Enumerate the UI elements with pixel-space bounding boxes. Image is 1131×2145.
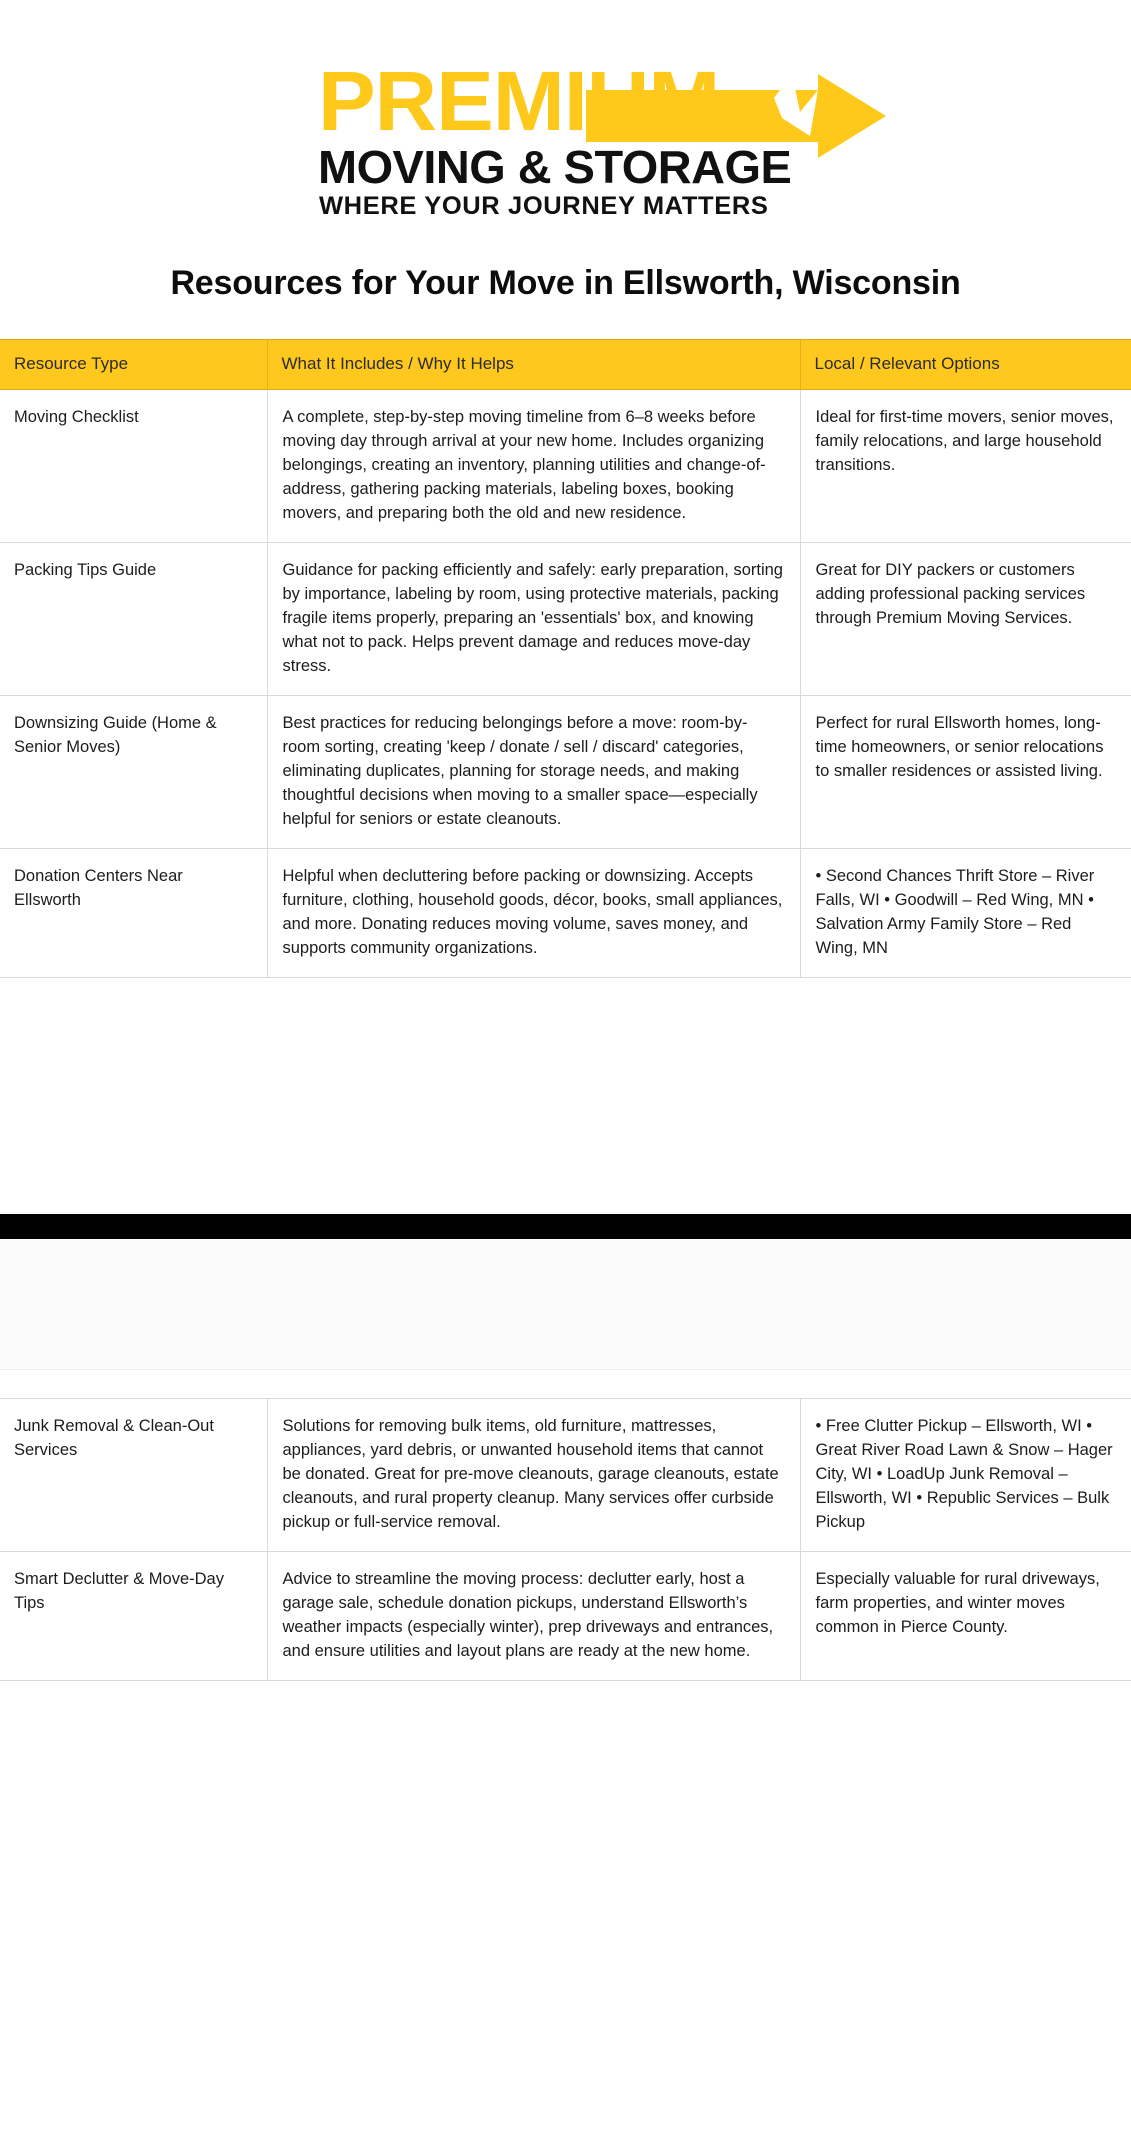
table-row [0,1552,1131,1681]
next-page-gap [0,1370,1131,1398]
page-break-whitespace [0,978,1131,1214]
table-row [0,1399,1131,1552]
column-header-what-it-includes: What It Includes / Why It Helps [267,340,800,390]
resources-table-bottom [0,1398,1131,1681]
column-header-resource-type: Resource Type [0,340,267,390]
brand-logo-header [0,0,1131,218]
cell-local-options: • Second Chances Thrift Store – River Falls, WI • Goodwill – Red Wing, MN • Salvation Army Family Store – Red Wing, MN [800,849,1131,978]
cell-local-options: • Free Clutter Pickup – Ellsworth, WI • Great River Road Lawn & Snow – Hager City, WI • LoadUp Junk Removal – Ellsworth, WI • Republic Services – Bulk Pickup [800,1399,1131,1552]
cell-resource-type: Packing Tips Guide [0,543,267,696]
table-row [0,390,1131,543]
cell-resource-type: Downsizing Guide (Home & Senior Moves) [0,696,267,849]
table-header-row [0,340,1131,390]
table-row [0,543,1131,696]
logo-premium-text: PREMIUM [317,54,719,148]
page-title: Resources for Your Move in Ellsworth, Wisconsin [170,264,961,302]
cell-includes: Advice to streamline the moving process: declutter early, host a garage sale, schedule donation pickups, understand Ellsworth’s weather impacts (especially winter), prep driveways and entrances, and ensure utilities and layout plans are ready at the new home. [267,1552,800,1681]
cell-includes: Helpful when decluttering before packing or downsizing. Accepts furniture, clothing, household goods, décor, books, small appliances, and more. Donating reduces moving volume, saves money, and supports community organizations. [267,849,800,978]
cell-local-options: Ideal for first-time movers, senior moves, family relocations, and large household transitions. [800,390,1131,543]
resources-table-bottom-wrap [0,1398,1131,1681]
table-row [0,849,1131,978]
table-row [0,696,1131,849]
cell-includes: A complete, step-by-step moving timeline from 6–8 weeks before moving day through arrival at your new home. Includes organizing belongings, creating an inventory, planning utilities and change-of-address, gathering packing materials, labeling boxes, booking movers, and preparing both the old and new residence. [267,390,800,543]
logo-lockup [256,54,876,220]
next-page-top-band [0,1239,1131,1370]
cell-resource-type: Junk Removal & Clean-Out Services [0,1399,267,1552]
column-header-local-options: Local / Relevant Options [800,340,1131,390]
logo-moving-storage-text: MOVING & STORAGE [317,141,791,193]
cell-includes: Solutions for removing bulk items, old furniture, mattresses, appliances, yard debris, or unwanted household items that cannot be donated. Great for pre-move cleanouts, garage cleanouts, estate cleanouts, and rural property cleanup. Many services offer curbside pickup or full-service removal. [267,1399,800,1552]
cell-includes: Best practices for reducing belongings before a move: room-by-room sorting, creating 'keep / donate / sell / discard' categories, eliminating duplicates, planning for storage needs, and making thoughtful decisions when moving to a smaller space—especially helpful for seniors or estate cleanouts. [267,696,800,849]
page-divider-bar [0,1214,1131,1239]
cell-resource-type: Smart Declutter & Move-Day Tips [0,1552,267,1681]
resources-table-top-wrap [0,339,1131,978]
cell-resource-type: Moving Checklist [0,390,267,543]
table-body-top [0,390,1131,978]
cell-local-options: Perfect for rural Ellsworth homes, long-time homeowners, or senior relocations to smaller residences or assisted living. [800,696,1131,849]
cell-resource-type: Donation Centers Near Ellsworth [0,849,267,978]
logo-tagline-text: WHERE YOUR JOURNEY MATTERS [318,192,768,220]
cell-local-options: Great for DIY packers or customers adding professional packing services through Premium Moving Services. [800,543,1131,696]
cell-local-options: Especially valuable for rural driveways, farm properties, and winter moves common in Pierce County. [800,1552,1131,1681]
resources-table-top [0,339,1131,978]
table-header [0,340,1131,390]
table-body-bottom [0,1399,1131,1681]
cell-includes: Guidance for packing efficiently and safely: early preparation, sorting by importance, labeling by room, using protective materials, packing fragile items properly, preparing an 'essentials' box, and knowing what not to pack. Helps prevent damage and reduces move-day stress. [267,543,800,696]
